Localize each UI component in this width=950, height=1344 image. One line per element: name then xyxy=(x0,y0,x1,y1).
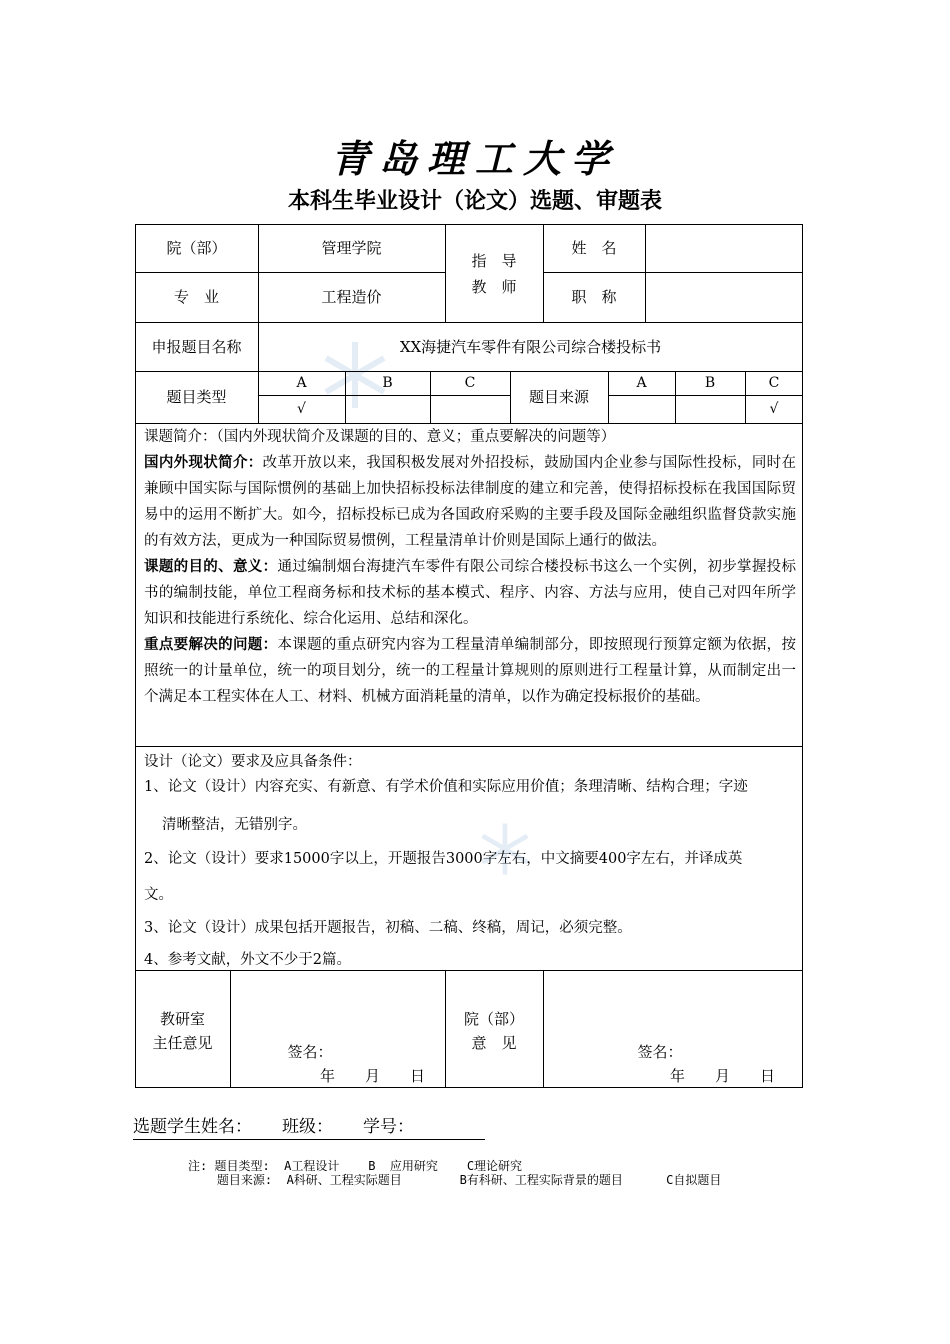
requirement-2a: 2、论文（设计）要求15000字以上，开题报告3000字左右，中文摘要400字左右，并译成英 xyxy=(144,851,743,867)
major-label: 专 业 xyxy=(173,288,219,306)
requirement-1a: 1、论文（设计）内容充实、有新意、有学术价值和实际应用价值；条理清晰、结构合理；字迹 xyxy=(144,779,748,795)
topic-value: XX海捷汽车零件有限公司综合楼投标书 xyxy=(399,337,662,356)
topic-label: 申报题目名称 xyxy=(151,337,242,356)
major-value: 工程造价 xyxy=(321,288,382,306)
dept-label: 院（部） xyxy=(166,239,227,257)
requirements-heading: 设计（论文）要求及应具备条件： xyxy=(144,754,362,770)
advisor-name-label: 姓 名 xyxy=(571,239,617,257)
type-label: 题目类型 xyxy=(166,388,227,406)
dept-sign-label: 签名： xyxy=(637,1043,683,1061)
intro-paragraph-3 xyxy=(144,632,796,710)
source-check-c: √ xyxy=(769,400,779,417)
source-option-c: C xyxy=(768,374,780,391)
intro-p2-label: 课题的目的、意义： xyxy=(144,558,278,575)
source-option-a: A xyxy=(636,374,647,391)
note-line-2: 题目来源: A科研、工程实际题目 B有科研、工程实际背景的题目 C自拟题目 xyxy=(188,1173,722,1187)
intro-paragraph-2 xyxy=(144,554,796,632)
intro-p1-text: 改革开放以来，我国积极发展对外招投标，鼓励国内企业参与国际性投标，同时在兼顾中国实际与国际惯例的基础上加快招标投标法律制度的建立和完善，使得招标投标在我国国际贸易中的运用不断扩大。如今，招标投标已成为各国政府采购的主要手段及国际金融组织监督贷款实施的有效方法，更成为一种国际贸易惯例，工程量清单计价则是国际上通行的做法。 xyxy=(144,455,797,549)
intro-heading: 课题简介：（国内外现状简介及课题的目的、意义；重点要解决的问题等） xyxy=(144,429,616,445)
intro-section xyxy=(144,424,796,710)
type-option-c: C xyxy=(464,374,476,391)
student-name-label: 选题学生姓名： xyxy=(133,1117,252,1137)
note-line-1: 注: 题目类型: A工程设计 B 应用研究 C理论研究 xyxy=(188,1159,523,1173)
student-info-line xyxy=(133,1112,485,1140)
source-option-b: B xyxy=(704,374,716,391)
intro-p2-text: 通过编制烟台海捷汽车零件有限公司综合楼投标书这么一个实例，初步掌握投标书的编制技能，单位工程商务标和技术标的基本模式、程序、内容、方法与应用，使自己对四年所学知识和技能进行系统化、综合化运用、总结和深化。 xyxy=(144,559,797,627)
dept-value: 管理学院 xyxy=(321,239,382,257)
type-check-a: √ xyxy=(297,400,306,417)
requirement-2b: 文。 xyxy=(144,887,173,903)
intro-p3-label: 重点要解决的问题： xyxy=(144,636,278,653)
university-name: 青岛理工大学 xyxy=(330,136,619,181)
office-label-2: 主任意见 xyxy=(152,1034,213,1052)
advisor-title-label: 职 称 xyxy=(571,288,617,306)
form-title: 本科生毕业设计（论文）选题、审题表 xyxy=(287,189,662,214)
requirement-4: 4、参考文献，外文不少于2篇。 xyxy=(144,952,351,968)
student-class-label: 班级： xyxy=(282,1117,333,1137)
office-sign-label: 签名： xyxy=(287,1043,333,1061)
requirement-1b: 清晰整洁，无错别字。 xyxy=(162,817,307,833)
intro-p3-text: 本课题的重点研究内容为工程量清单编制部分，即按照现行预算定额为依据，按照统一的计量单位，统一的项目划分，统一的工程量计算规则的原则进行工程量计算，从而制定出一个满足本工程实体在人工、材料、机械方面消耗量的清单，以作为确定投标报价的基础。 xyxy=(144,637,797,705)
office-label-1: 教研室 xyxy=(159,1010,205,1028)
intro-paragraph-1 xyxy=(144,450,796,554)
dept-opinion-label-1: 院（部） xyxy=(463,1010,524,1028)
office-date-label: 年 月 日 xyxy=(319,1067,425,1085)
dept-date-label: 年 月 日 xyxy=(669,1067,775,1085)
type-option-b: B xyxy=(382,374,393,391)
requirement-3: 3、论文（设计）成果包括开题报告，初稿、二稿、终稿，周记，必须完整。 xyxy=(144,920,632,936)
advisor-label-1: 指 导 xyxy=(471,252,517,270)
source-label: 题目来源 xyxy=(528,388,589,406)
student-info-underline xyxy=(133,1112,485,1140)
type-option-a: A xyxy=(296,374,307,391)
advisor-label-2: 教 师 xyxy=(471,278,517,296)
intro-p1-label: 国内外现状简介： xyxy=(144,454,263,471)
student-id-label: 学号： xyxy=(363,1117,414,1137)
dept-opinion-label-2: 意 见 xyxy=(471,1034,517,1052)
